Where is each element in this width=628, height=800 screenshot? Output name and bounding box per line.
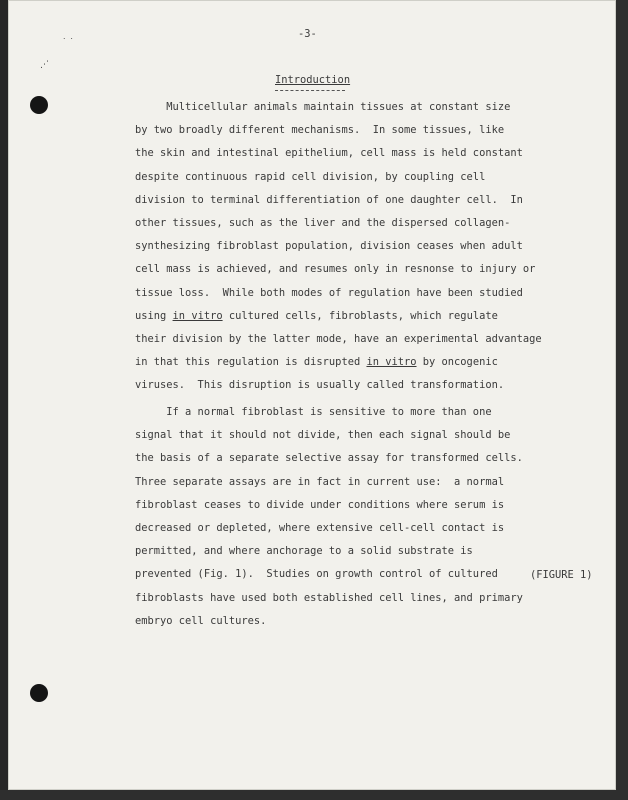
text-segment: decreased or depleted, where extensive cell-cell contact is [135, 522, 505, 534]
text-line [135, 568, 498, 580]
text-segment: division to terminal differentiation of one daughter cell. In [135, 193, 523, 206]
text-line [135, 101, 510, 113]
stray-mark: ⋰ [40, 60, 49, 70]
text-segment: viruses. This disruption is usually called transformation. [135, 379, 505, 392]
text-segment: the basis of a separate selective assay for transformed cells. [135, 452, 523, 465]
underlined-term: in vitro [366, 356, 417, 369]
text-line [135, 476, 504, 488]
text-segment: permitted, and where anchorage to a solid substrate is [135, 545, 473, 558]
left-scan-border [0, 0, 8, 800]
text-line [135, 522, 504, 534]
text-line [135, 263, 535, 275]
text-line [135, 333, 542, 345]
text-line [135, 147, 523, 159]
punch-hole-bottom [30, 684, 48, 702]
text-segment: If a normal fibroblast is sensitive to more than one [135, 406, 492, 418]
text-segment: cell mass is achieved, and resumes only in resnonse to injury or [135, 263, 536, 276]
text-line [135, 171, 485, 183]
text-segment: cultured cells, fibroblasts, which regulate [222, 309, 498, 322]
stray-mark: ˙ ˙ [62, 38, 74, 48]
text-segment: their division by the latter mode, have an experimental advantage [135, 333, 542, 345]
text-segment: other tissues, such as the liver and the dispersed collagen- [135, 217, 511, 229]
bottom-scan-border [0, 790, 628, 800]
text-line [135, 379, 504, 391]
text-line [135, 592, 523, 604]
text-segment: Multicellular animals maintain tissues at constant size [135, 101, 511, 113]
text-segment: by oncogenic [416, 356, 498, 369]
text-line [135, 429, 510, 441]
text-line [135, 356, 498, 368]
text-line [135, 499, 504, 511]
text-segment: fibroblasts have used both established cell lines, and primary [135, 591, 523, 604]
text-line [135, 287, 523, 299]
text-line [135, 310, 498, 322]
text-segment: fibroblast ceases to divide under conditions where serum is [135, 498, 505, 511]
text-line [135, 406, 492, 418]
text-segment: embryo cell cultures. [135, 614, 267, 627]
heading-dashed-rule [275, 90, 345, 91]
page-number: -3- [298, 28, 317, 40]
text-line [135, 545, 473, 557]
text-segment: signal that it should not divide, then each signal should be [135, 429, 511, 442]
right-scan-border [616, 0, 628, 800]
text-segment: Three separate assays are in fact in current use: a normal [135, 475, 505, 488]
text-segment: using [135, 309, 173, 322]
text-segment: in that this regulation is disrupted [135, 356, 367, 369]
text-segment: despite continuous rapid cell division, by coupling cell [135, 170, 486, 183]
text-segment: by two broadly different mechanisms. In some tissues, like [135, 124, 505, 137]
underlined-term: in vitro [172, 309, 223, 322]
figure-reference: (FIGURE 1) [530, 569, 593, 581]
text-segment: synthesizing fibroblast population, division ceases when adult [135, 240, 523, 253]
text-line [135, 240, 523, 252]
text-line [135, 124, 504, 136]
punch-hole-top [30, 96, 48, 114]
text-segment: tissue loss. While both modes of regulation have been studied [135, 286, 523, 299]
text-line [135, 452, 523, 464]
text-segment: prevented (Fig. 1). Studies on growth control of cultured [135, 568, 498, 581]
section-heading: Introduction [275, 74, 351, 86]
text-line [135, 217, 510, 229]
text-segment: the skin and intestinal epithelium, cell mass is held constant [135, 147, 523, 160]
text-line [135, 194, 523, 206]
text-line [135, 615, 266, 627]
document-page [8, 0, 616, 790]
